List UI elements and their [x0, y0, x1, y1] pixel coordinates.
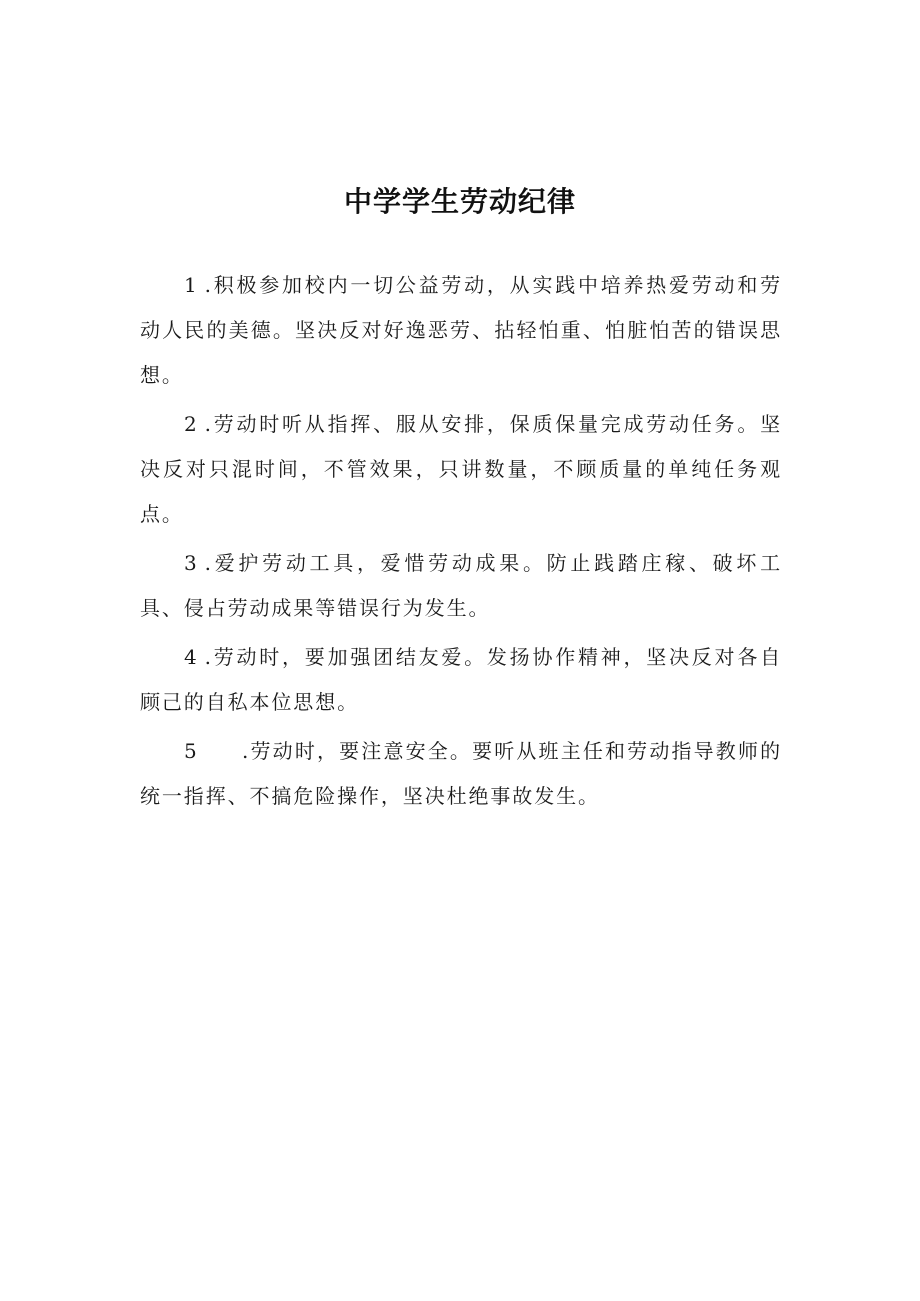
list-item — [140, 729, 782, 819]
list-item — [140, 263, 782, 398]
item-text: .劳动时，要加强团结友爱。发扬协作精神，坚决反对各自顾己的自私本位思想。 — [140, 645, 782, 714]
list-item — [140, 635, 782, 725]
item-number: 4 — [184, 645, 199, 669]
document-title: 中学学生劳动纪律 — [343, 184, 576, 218]
document-body — [140, 263, 782, 823]
item-number: 3 — [184, 551, 199, 575]
item-number: 1 — [184, 273, 199, 297]
list-item — [140, 402, 782, 537]
item-number: 5 — [184, 739, 199, 763]
list-item — [140, 541, 782, 631]
item-text: .爱护劳动工具，爱惜劳动成果。防止践踏庄稼、破坏工具、侵占劳动成果等错误行为发生。 — [140, 551, 782, 620]
item-text: .积极参加校内一切公益劳动，从实践中培养热爱劳动和劳动人民的美德。坚决反对好逸恶劳、拈轻怕重、怕脏怕苦的错误思想。 — [140, 273, 782, 387]
item-text: .劳动时听从指挥、服从安排，保质保量完成劳动任务。坚决反对只混时间，不管效果，只讲数量，不顾质量的单纯任务观点。 — [140, 412, 782, 526]
item-number: 2 — [184, 412, 199, 436]
item-text: .劳动时，要注意安全。要听从班主任和劳动指导教师的统一指挥、不搞危险操作，坚决杜绝事故发生。 — [140, 739, 782, 808]
